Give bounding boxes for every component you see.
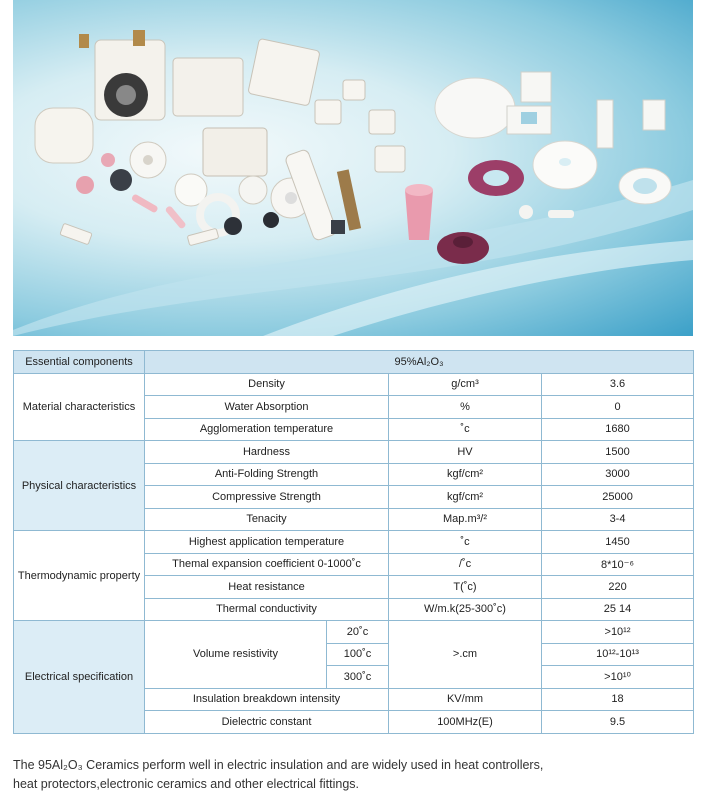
unit-cell: ˚c	[389, 418, 542, 441]
unit-cell: W/m.k(25-300˚c)	[389, 598, 542, 621]
ceramic-housing	[79, 30, 165, 120]
value-cell: 3000	[542, 463, 694, 486]
ceramic-part	[203, 128, 267, 176]
unit-cell: T(˚c)	[389, 576, 542, 599]
property-cell: Highest application temperature	[145, 531, 389, 554]
property-cell: Compressive Strength	[145, 486, 389, 509]
table-row	[14, 531, 694, 554]
value-cell: 3-4	[542, 508, 694, 531]
ceramic-part	[35, 108, 93, 163]
table-header-row	[14, 351, 694, 374]
ceramic-parts-illustration	[13, 0, 693, 336]
table-row	[14, 441, 694, 464]
product-photo-banner	[13, 0, 693, 336]
unit-cell: g/cm³	[389, 373, 542, 396]
value-cell: 1500	[542, 441, 694, 464]
value-cell: 25000	[542, 486, 694, 509]
property-cell: Agglomeration temperature	[145, 418, 389, 441]
unit-cell-volume-resistivity: >.cm	[389, 621, 542, 689]
description-paragraph	[13, 756, 693, 794]
specification-table	[13, 350, 694, 734]
property-cell: Anti-Folding Strength	[145, 463, 389, 486]
unit-cell: ˚c	[389, 531, 542, 554]
table-row	[14, 621, 694, 644]
group-label-physical: Physical characteristics	[14, 441, 145, 531]
unit-cell: /˚c	[389, 553, 542, 576]
property-cell: Themal expansion coefficient 0-1000˚c	[145, 553, 389, 576]
value-cell: 25 14	[542, 598, 694, 621]
unit-cell: Map.m³/²	[389, 508, 542, 531]
table-row	[14, 373, 694, 396]
temp-cell: 20˚c	[327, 621, 389, 644]
property-cell: Insulation breakdown intensity	[145, 688, 389, 711]
value-cell: 0	[542, 396, 694, 419]
property-cell: Heat resistance	[145, 576, 389, 599]
temp-cell: 100˚c	[327, 643, 389, 666]
property-cell: Hardness	[145, 441, 389, 464]
property-cell: Thermal conductivity	[145, 598, 389, 621]
value-cell: 18	[542, 688, 694, 711]
property-cell: Tenacity	[145, 508, 389, 531]
value-cell: 8*10⁻⁶	[542, 553, 694, 576]
property-cell: Density	[145, 373, 389, 396]
header-material: 95%Al₂O₃	[145, 351, 694, 374]
ceramic-part	[248, 38, 320, 106]
group-label-thermodynamic: Thermodynamic property	[14, 531, 145, 621]
unit-cell: KV/mm	[389, 688, 542, 711]
unit-cell: kgf/cm²	[389, 463, 542, 486]
unit-cell: 100MHz(E)	[389, 711, 542, 734]
temp-cell: 300˚c	[327, 666, 389, 689]
group-label-electrical: Electrical specification	[14, 621, 145, 734]
ceramic-part	[173, 58, 243, 116]
unit-cell: %	[389, 396, 542, 419]
property-cell: Water Absorption	[145, 396, 389, 419]
value-cell: 3.6	[542, 373, 694, 396]
value-cell: 10¹²-10¹³	[542, 643, 694, 666]
unit-cell: kgf/cm²	[389, 486, 542, 509]
property-cell: Dielectric constant	[145, 711, 389, 734]
value-cell: >10¹²	[542, 621, 694, 644]
description-line-1: The 95Al₂O₃ Ceramics perform well in electric insulation and are widely used in heat controllers,	[13, 758, 544, 772]
group-label-material: Material characteristics	[14, 373, 145, 441]
value-cell: 9.5	[542, 711, 694, 734]
header-label: Essential components	[14, 351, 145, 374]
description-line-2: heat protectors,electronic ceramics and other electrical fittings.	[13, 777, 359, 791]
value-cell: >10¹⁰	[542, 666, 694, 689]
value-cell: 1450	[542, 531, 694, 554]
unit-cell: HV	[389, 441, 542, 464]
value-cell: 1680	[542, 418, 694, 441]
value-cell: 220	[542, 576, 694, 599]
property-cell-volume-resistivity: Volume resistivity	[145, 621, 327, 689]
